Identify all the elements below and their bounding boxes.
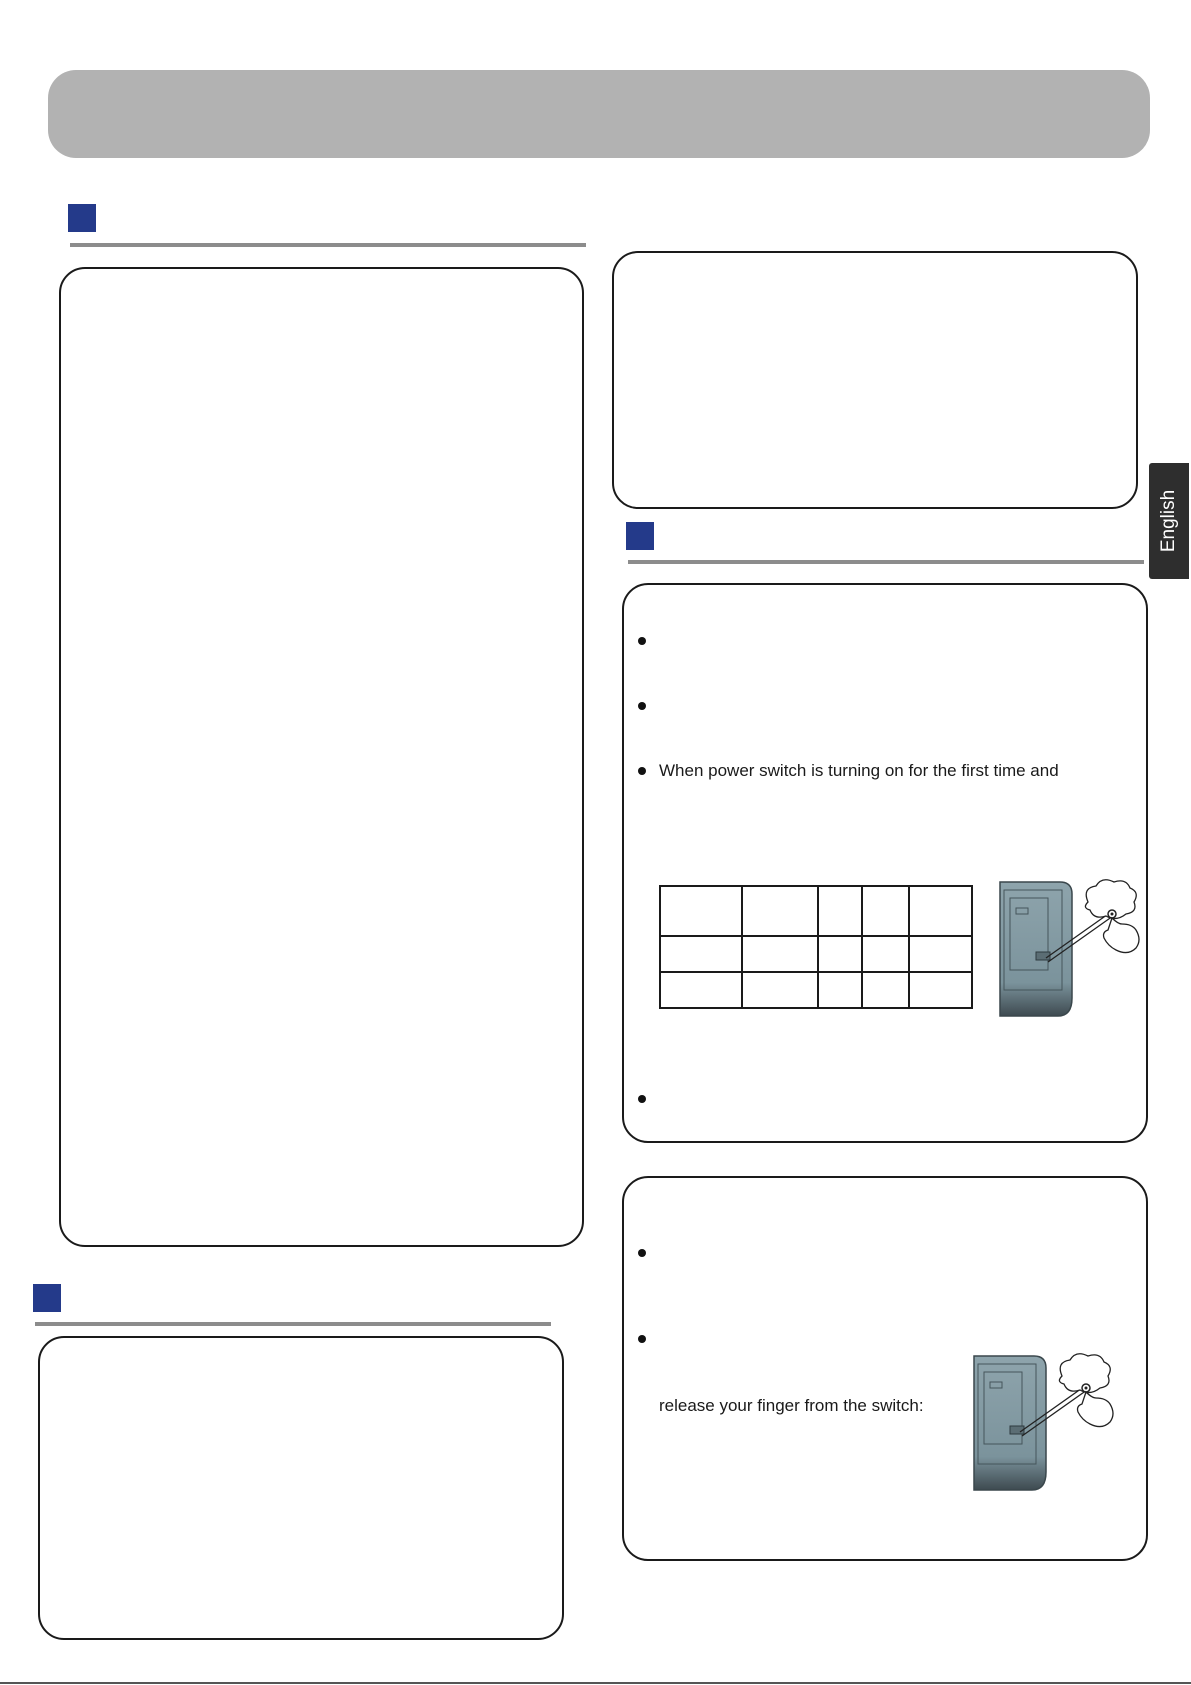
table-cell <box>660 936 742 972</box>
table-cell <box>909 936 972 972</box>
bullet-6 <box>638 1335 646 1343</box>
table-cell <box>742 936 818 972</box>
table-cell <box>742 886 818 936</box>
status-bullet-3-text: When power switch is turning on for the first time and <box>659 761 1059 780</box>
hand-pressing-switch-illustration <box>970 1352 1120 1492</box>
table-cell <box>818 972 862 1008</box>
section-rule-2 <box>35 1322 551 1326</box>
table-cell <box>742 972 818 1008</box>
footer-line <box>0 1682 1191 1684</box>
bullet-4 <box>638 1095 646 1103</box>
bullet-1 <box>638 637 646 645</box>
header-banner <box>48 70 1150 158</box>
table-cell <box>862 886 910 936</box>
section-marker-3 <box>626 522 654 550</box>
hand-pressing-switch-illustration <box>996 878 1146 1018</box>
section-marker-2 <box>33 1284 61 1312</box>
table-cell <box>660 886 742 936</box>
status-box <box>622 583 1148 1143</box>
bullet-2 <box>638 702 646 710</box>
switch-bullet-2-text: release your finger from the switch: <box>659 1396 924 1415</box>
bullet-3 <box>638 767 646 775</box>
table-cell <box>862 936 910 972</box>
content-box-left-2 <box>38 1336 564 1640</box>
table-cell <box>818 936 862 972</box>
section-rule-3 <box>628 560 1144 564</box>
section-marker-1 <box>68 204 96 232</box>
section-rule-1 <box>70 243 586 247</box>
language-tab-label: English <box>1158 489 1179 553</box>
bullet-5 <box>638 1249 646 1257</box>
content-box-right-top <box>612 251 1138 509</box>
table-cell <box>909 972 972 1008</box>
table-cell <box>862 972 910 1008</box>
content-box-left-1 <box>59 267 584 1247</box>
table-cell <box>660 972 742 1008</box>
indicator-table <box>659 885 973 1009</box>
table-cell <box>818 886 862 936</box>
table-cell <box>909 886 972 936</box>
language-tab[interactable] <box>1149 463 1189 579</box>
